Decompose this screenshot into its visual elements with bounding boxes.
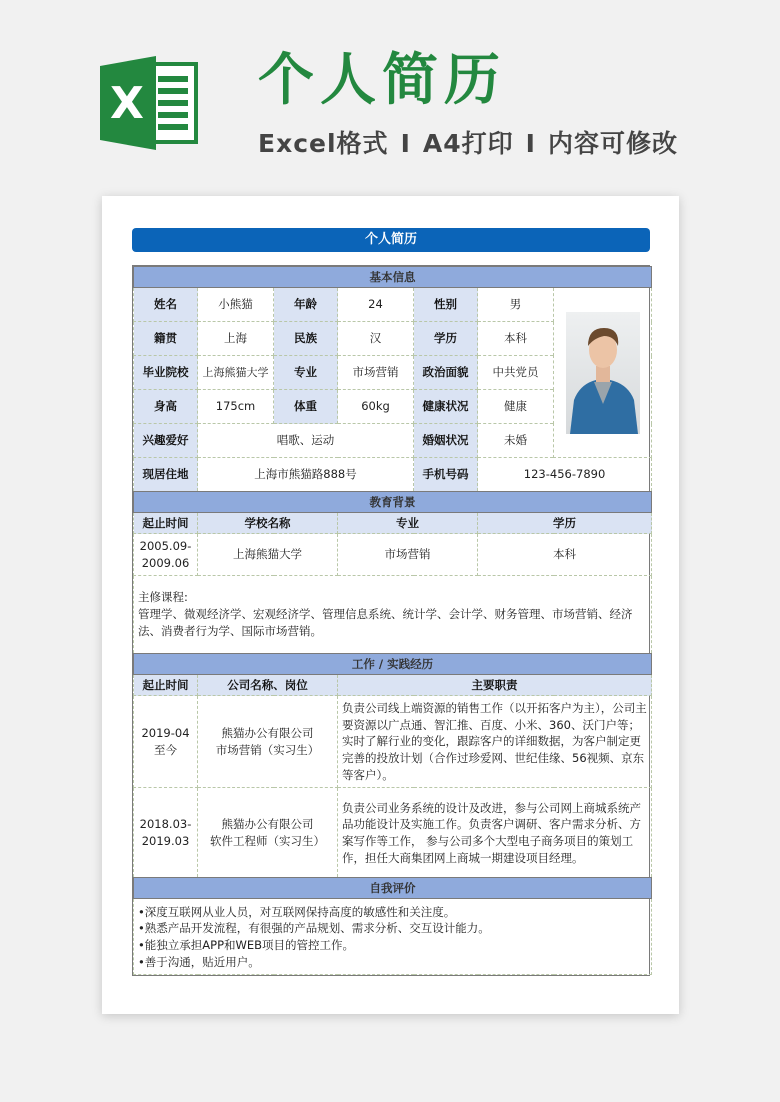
- work-company-cell: [198, 788, 338, 878]
- edu-header-major: 专业: [338, 513, 478, 534]
- value-hobby: 唱歌、运动: [198, 424, 414, 458]
- self-item: •能独立承担APP和WEB项目的管控工作。: [138, 937, 355, 952]
- work-header-company: 公司名称、岗位: [198, 675, 338, 696]
- label-age: 年龄: [274, 288, 338, 322]
- value-gender: 男: [478, 288, 554, 322]
- label-height: 身高: [134, 390, 198, 424]
- value-politics: 中共党员: [478, 356, 554, 390]
- value-ethnic: 汉: [338, 322, 414, 356]
- subtitle-separator: I: [400, 129, 411, 158]
- excel-logo-icon: [100, 56, 198, 150]
- label-major: 专业: [274, 356, 338, 390]
- value-height: 175cm: [198, 390, 274, 424]
- courses-label: 主修课程:: [138, 590, 188, 605]
- edu-school: 上海熊猫大学: [198, 534, 338, 576]
- section-basic-info: 基本信息: [134, 267, 652, 288]
- work-header-period: 起止时间: [134, 675, 198, 696]
- resume-page: [102, 196, 679, 1014]
- value-origin: 上海: [198, 322, 274, 356]
- value-marital: 未婚: [478, 424, 554, 458]
- work-duties: 负责公司业务系统的设计及改进，参与公司网上商城系统产品功能设计及实施工作。负责客户调研、客户需求分析、方案写作等工作， 参与公司多个大型电子商务项目的策划工作，担任大商集团网上商城一期建设项目经理。: [338, 788, 652, 878]
- label-politics: 政治面貌: [414, 356, 478, 390]
- label-degree: 学历: [414, 322, 478, 356]
- work-period: 2019-04至今: [134, 696, 198, 788]
- value-major: 市场营销: [338, 356, 414, 390]
- work-company-cell: [198, 696, 338, 788]
- value-health: 健康: [478, 390, 554, 424]
- self-evaluation-block: [134, 899, 652, 975]
- work-position: 软件工程师（实习生）: [210, 833, 325, 848]
- edu-period: 2005.09-2009.06: [134, 534, 198, 576]
- work-duties: 负责公司线上端资源的销售工作（以开拓客户为主），公司主要资源以广点通、智汇推、百度、小米、360、沃门户等；实时了解行业的变化，跟踪客户的详细数据，为客户制定更完善的投放计划（合作过珍爱网、世纪佳缘、56视频、京东等客户）。: [338, 696, 652, 788]
- person-photo-icon: [566, 312, 640, 434]
- value-address: 上海市熊猫路888号: [198, 458, 414, 492]
- work-position: 市场营销（实习生）: [215, 742, 320, 757]
- label-address: 现居住地: [134, 458, 198, 492]
- work-company: 熊猫办公有限公司: [221, 817, 314, 832]
- label-origin: 籍贯: [134, 322, 198, 356]
- edu-header-period: 起止时间: [134, 513, 198, 534]
- self-item: •熟悉产品开发流程，有很强的产品规划、需求分析、交互设计能力。: [138, 921, 490, 936]
- label-hobby: 兴趣爱好: [134, 424, 198, 458]
- logo-letter: X: [110, 78, 144, 129]
- section-work: 工作 / 实践经历: [134, 654, 652, 675]
- work-company: 熊猫办公有限公司: [221, 726, 314, 740]
- section-education: 教育背景: [134, 492, 652, 513]
- profile-photo: [554, 288, 652, 458]
- edu-major: 市场营销: [338, 534, 478, 576]
- resume-grid: [132, 265, 650, 976]
- value-school: 上海熊猫大学: [198, 356, 274, 390]
- resume-title: 个人简历: [132, 228, 650, 252]
- value-name: 小熊猫: [198, 288, 274, 322]
- label-weight: 体重: [274, 390, 338, 424]
- subtitle-editable: 内容可修改: [547, 129, 678, 158]
- subtitle-print: A4打印: [422, 129, 514, 158]
- subtitle-format: Excel格式: [258, 129, 389, 158]
- subtitle-separator: I: [525, 129, 536, 158]
- header-banner: [0, 0, 780, 196]
- label-health: 健康状况: [414, 390, 478, 424]
- value-degree: 本科: [478, 322, 554, 356]
- courses-text: 管理学、微观经济学、宏观经济学、管理信息系统、统计学、会计学、财务管理、市场营销、经济法、消费者行为学、国际市场营销。: [138, 607, 633, 638]
- edu-header-degree: 学历: [478, 513, 652, 534]
- label-phone: 手机号码: [414, 458, 478, 492]
- value-weight: 60kg: [338, 390, 414, 424]
- section-self-evaluation: 自我评价: [134, 878, 652, 899]
- value-age: 24: [338, 288, 414, 322]
- value-phone: 123-456-7890: [478, 458, 652, 492]
- label-marital: 婚姻状况: [414, 424, 478, 458]
- label-name: 姓名: [134, 288, 198, 322]
- work-header-duties: 主要职责: [338, 675, 652, 696]
- edu-header-school: 学校名称: [198, 513, 338, 534]
- label-school: 毕业院校: [134, 356, 198, 390]
- work-period: 2018.03-2019.03: [134, 788, 198, 878]
- edu-degree: 本科: [478, 534, 652, 576]
- resume-table: [133, 266, 652, 975]
- banner-title: 个人简历: [258, 48, 506, 113]
- banner-subtitle: [258, 124, 678, 160]
- label-ethnic: 民族: [274, 322, 338, 356]
- self-item: •善于沟通，贴近用户。: [138, 954, 260, 969]
- courses-block: [134, 576, 652, 654]
- self-item: •深度互联网从业人员，对互联网保持高度的敏感性和关注度。: [138, 904, 456, 919]
- label-gender: 性别: [414, 288, 478, 322]
